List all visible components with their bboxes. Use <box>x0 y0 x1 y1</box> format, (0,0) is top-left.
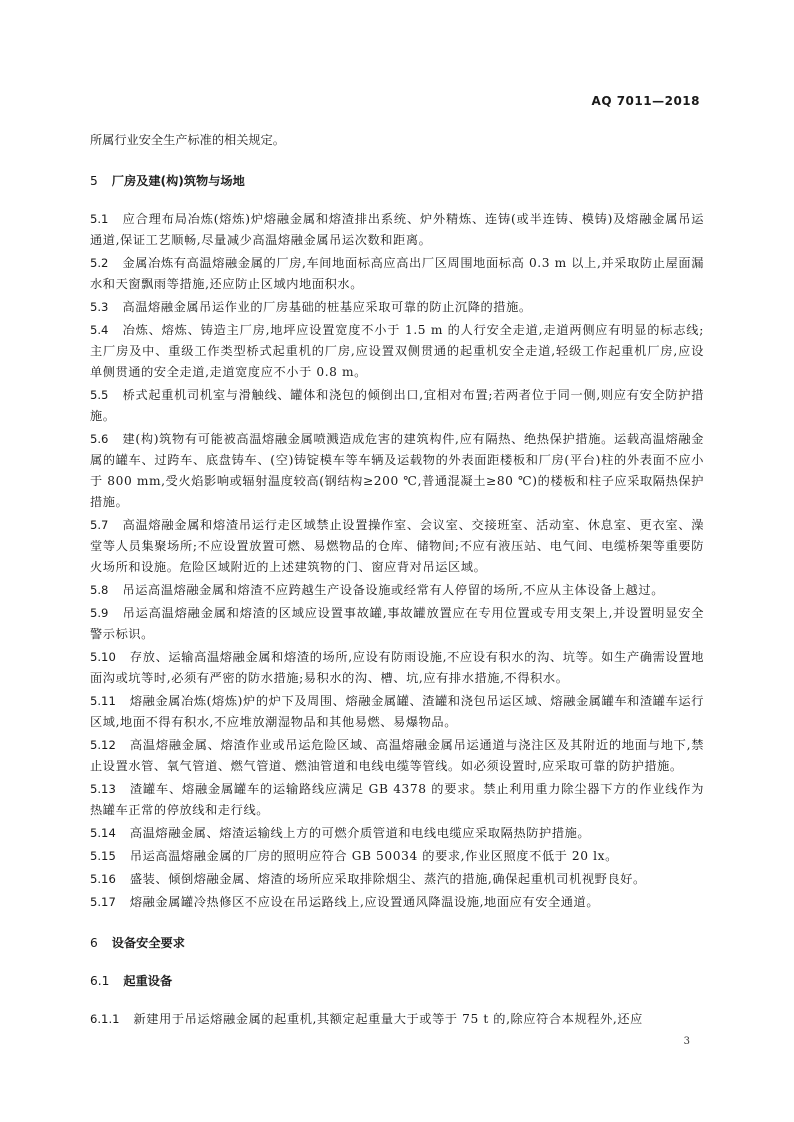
clause-text: 建(构)筑物有可能被高温熔融金属喷溅造成危害的建筑构件,应有隔热、绝热保护措施。运载高温熔融金属的罐车、过跨车、底盘铸车、(空)铸锭模车等车辆及运载物的外表面距楼板和厂房(平台)柱的外表面不应小于 800 mm,受火焰影响或辐射温度较高(钢结构≥200 ℃,普通混凝土≥80 ℃)的楼板和柱子应采取隔热保护措施。 <box>90 432 704 509</box>
clause-text: 渣罐车、熔融金属罐车的运输路线应满足 GB 4378 的要求。禁止利用重力除尘器下方的作业线作为热罐车正常的停放线和走行线。 <box>90 782 704 817</box>
clause-number: 5.16 <box>90 872 116 886</box>
clause <box>90 603 704 645</box>
clause-text: 吊运高温熔融金属和熔渣不应跨越生产设备设施或经常有人停留的场所,不应从主体设备上越过。 <box>122 583 665 597</box>
subsection-title: 起重设备 <box>123 974 173 988</box>
clause-number: 5.4 <box>90 323 109 337</box>
section-5-clauses <box>90 209 704 913</box>
clause <box>90 691 704 733</box>
clause-text: 应合理布局冶炼(熔炼)炉熔融金属和熔渣排出系统、炉外精炼、连铸(或半连铸、模铸)及熔融金属吊运通道,保证工艺顺畅,尽量减少高温熔融金属吊运次数和距离。 <box>90 212 704 247</box>
clause <box>90 297 704 318</box>
clause <box>90 735 704 777</box>
clause-number: 5.13 <box>90 782 116 796</box>
section-heading-6 <box>90 933 704 954</box>
clause-number: 5.6 <box>90 432 109 446</box>
clause-number: 5.7 <box>90 518 109 532</box>
clause-text: 高温熔融金属和熔渣吊运行走区域禁止设置操作室、会议室、交接班室、活动室、休息室、更衣室、澡堂等人员集聚场所;不应设置放置可燃、易燃物品的仓库、储物间;不应有液压站、电气间、电缆桥架等重要防火场所和设施。危险区域附近的上述建筑物的门、窗应背对吊运区域。 <box>90 518 704 574</box>
clause-number: 5.11 <box>90 694 116 708</box>
clause <box>90 209 704 251</box>
section-number: 5 <box>90 174 98 188</box>
page-number: 3 <box>683 1036 690 1047</box>
clause-text: 桥式起重机司机室与滑触线、罐体和浇包的倾倒出口,宜相对布置;若两者位于同一侧,则应有安全防护措施。 <box>90 388 704 423</box>
clause-number: 5.5 <box>90 388 109 402</box>
clause-number: 5.15 <box>90 849 116 863</box>
clause-text: 熔融金属冶炼(熔炼)炉的炉下及周围、熔融金属罐、渣罐和浇包吊运区域、熔融金属罐车和渣罐车运行区域,地面不得有积水,不应堆放潮湿物品和其他易燃、易爆物品。 <box>90 694 704 729</box>
clause-number: 5.10 <box>90 650 116 664</box>
clause-text: 盛装、倾倒熔融金属、熔渣的场所应采取排除烟尘、蒸汽的措施,确保起重机司机视野良好。 <box>129 872 646 886</box>
clause <box>90 253 704 295</box>
document-code: AQ 7011—2018 <box>591 94 700 108</box>
clause-number: 6.1.1 <box>90 1012 120 1026</box>
clause-number: 5.1 <box>90 212 109 226</box>
clause-text: 新建用于吊运熔融金属的起重机,其额定起重量大于或等于 75 t 的,除应符合本规程外,还应 <box>133 1012 643 1026</box>
clause-number: 5.12 <box>90 738 116 752</box>
clause <box>90 869 704 890</box>
clause <box>90 779 704 821</box>
section-title: 设备安全要求 <box>111 936 185 950</box>
clause-text: 金属冶炼有高温熔融金属的厂房,车间地面标高应高出厂区周围地面标高 0.3 m 以上,并采取防止屋面漏水和天窗飘雨等措施,还应防止区域内地面积水。 <box>90 256 704 291</box>
intro-paragraph: 所属行业安全生产标准的相关规定。 <box>90 133 285 147</box>
clause <box>90 429 704 513</box>
clause-text: 高温熔融金属、熔渣作业或吊运危险区域、高温熔融金属吊运通道与浇注区及其附近的地面与地下,禁止设置水管、氧气管道、燃气管道、燃油管道和电线电缆等管线。如必须设置时,应采取可靠的防护措施。 <box>90 738 704 773</box>
clause <box>90 385 704 427</box>
clause <box>90 846 704 867</box>
clause-text: 熔融金属罐冷热修区不应设在吊运路线上,应设置通风降温设施,地面应有安全通道。 <box>129 895 600 909</box>
section-title: 厂房及建(构)筑物与场地 <box>111 174 245 188</box>
clause-number: 5.8 <box>90 583 109 597</box>
clause <box>90 320 704 383</box>
clause-number: 5.2 <box>90 256 109 270</box>
subsection-number: 6.1 <box>90 974 110 988</box>
clause-text: 高温熔融金属吊运作业的厂房基础的桩基应采取可靠的防止沉降的措施。 <box>122 300 532 314</box>
clause-text: 存放、运输高温熔融金属和熔渣的场所,应设有防雨设施,不应设有积水的沟、坑等。如生产确需设置地面沟或坑等时,必须有严密的防水措施;易积水的沟、槽、坑,应有排水措施,不得积水。 <box>90 650 704 685</box>
clause <box>90 892 704 913</box>
subsection-heading-6-1 <box>90 971 704 992</box>
clause <box>90 580 704 601</box>
clause-number: 5.17 <box>90 895 116 909</box>
clause-number: 5.9 <box>90 606 109 620</box>
clause-text: 吊运高温熔融金属的厂房的照明应符合 GB 50034 的要求,作业区照度不低于 20 lx。 <box>129 849 618 863</box>
clause-text: 吊运高温熔融金属和熔渣的区域应设置事故罐,事故罐放置应在专用位置或专用支架上,并设置明显安全警示标识。 <box>90 606 704 641</box>
clause-text: 冶炼、熔炼、铸造主厂房,地坪应设置宽度不小于 1.5 m 的人行安全走道,走道两侧应有明显的标志线;主厂房及中、重级工作类型桥式起重机的厂房,应设置双侧贯通的起重机安全走道,轻级工作起重机厂房,应设单侧贯通的安全走道,走道宽度应不小于 0.8 m。 <box>90 323 704 379</box>
section-heading-5 <box>90 171 704 192</box>
clause <box>90 515 704 578</box>
clause <box>90 823 704 844</box>
clause-text: 高温熔融金属、熔渣运输线上方的可燃介质管道和电线电缆应采取隔热防护措施。 <box>129 826 591 840</box>
clause-number: 5.14 <box>90 826 116 840</box>
clause <box>90 647 704 689</box>
section-number: 6 <box>90 936 98 950</box>
page-body <box>90 130 704 1032</box>
clause-6-1-1 <box>90 1009 704 1030</box>
clause-number: 5.3 <box>90 300 109 314</box>
